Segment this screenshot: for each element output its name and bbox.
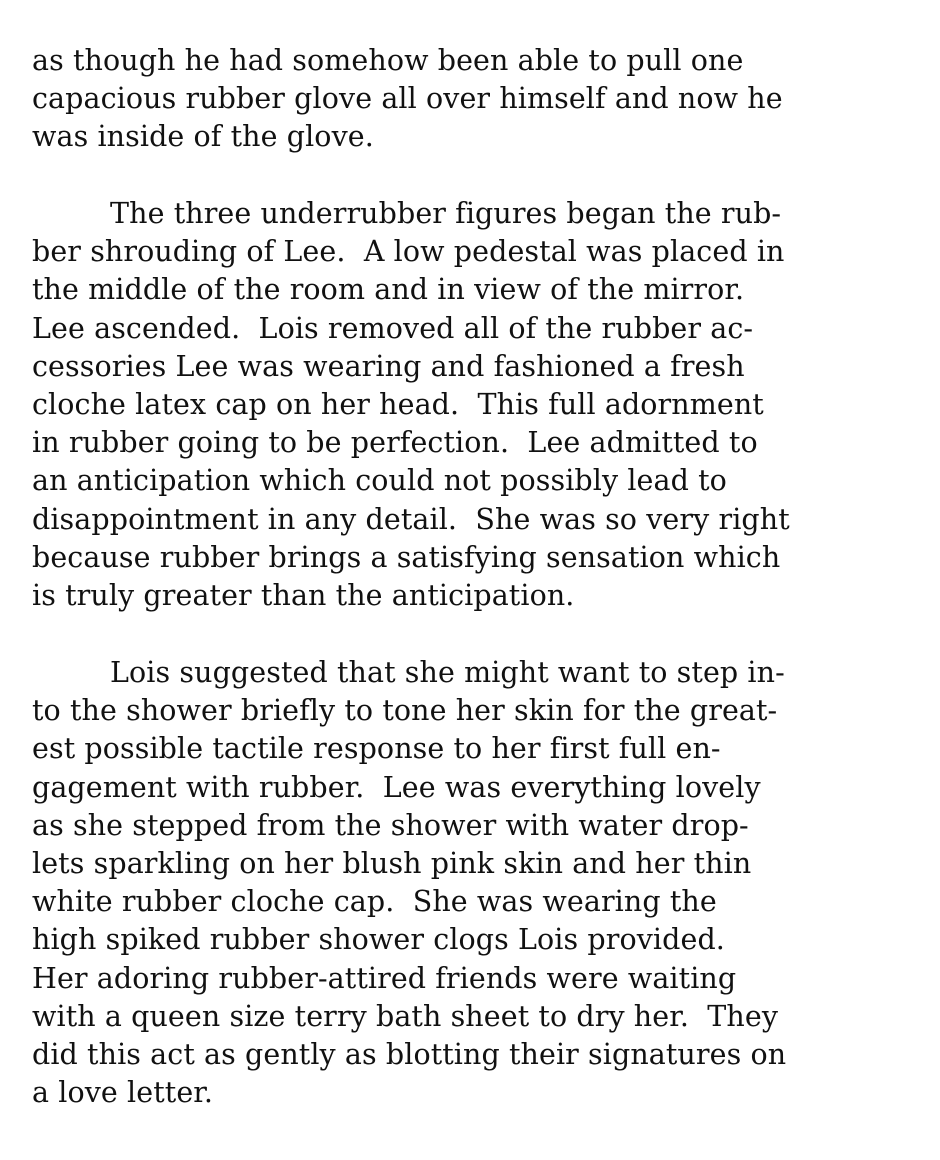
text-line: a love letter.	[32, 1076, 214, 1110]
text-line: as though he had somehow been able to pull one	[32, 44, 744, 77]
text-line: Her adoring rubber-attired friends were waiting	[32, 961, 737, 995]
text-line: The three underrubber figures began the rub-	[110, 197, 782, 230]
text-line: was inside of the glove.	[32, 120, 374, 154]
paragraph	[32, 654, 922, 1112]
text-line: with a queen size terry bath sheet to dry her. They	[32, 999, 779, 1033]
text-line: est possible tactile response to her first full en-	[32, 732, 721, 766]
text-line: did this act as gently as blotting their signatures on	[32, 1037, 787, 1071]
text-line: because rubber brings a satisfying sensation which	[32, 540, 781, 574]
text-line: Lois suggested that she might want to step in-	[110, 656, 785, 689]
text-line: gagement with rubber. Lee was everything lovely	[32, 770, 761, 804]
text-line: capacious rubber glove all over himself and now he	[32, 82, 783, 116]
paragraph	[32, 195, 922, 615]
text-line: cloche latex cap on her head. This full adornment	[32, 387, 764, 421]
text-line: in rubber going to be perfection. Lee admitted to	[32, 426, 758, 460]
text-line: disappointment in any detail. She was so very right	[32, 502, 790, 536]
text-line: lets sparkling on her blush pink skin and her thin	[32, 846, 752, 880]
paragraph	[32, 42, 922, 157]
text-line: as she stepped from the shower with water drop-	[32, 808, 749, 842]
text-line: Lee ascended. Lois removed all of the rubber ac-	[32, 311, 754, 345]
text-line: an anticipation which could not possibly lead to	[32, 464, 727, 498]
text-line: high spiked rubber shower clogs Lois provided.	[32, 923, 725, 957]
text-line: to the shower briefly to tone her skin for the great-	[32, 694, 778, 728]
text-line: the middle of the room and in view of the mirror.	[32, 273, 745, 307]
text-line: white rubber cloche cap. She was wearing the	[32, 885, 717, 919]
text-line: ber shrouding of Lee. A low pedestal was placed in	[32, 235, 785, 269]
text-line: cessories Lee was wearing and fashioned a fresh	[32, 349, 745, 383]
text-line: is truly greater than the anticipation.	[32, 578, 575, 612]
